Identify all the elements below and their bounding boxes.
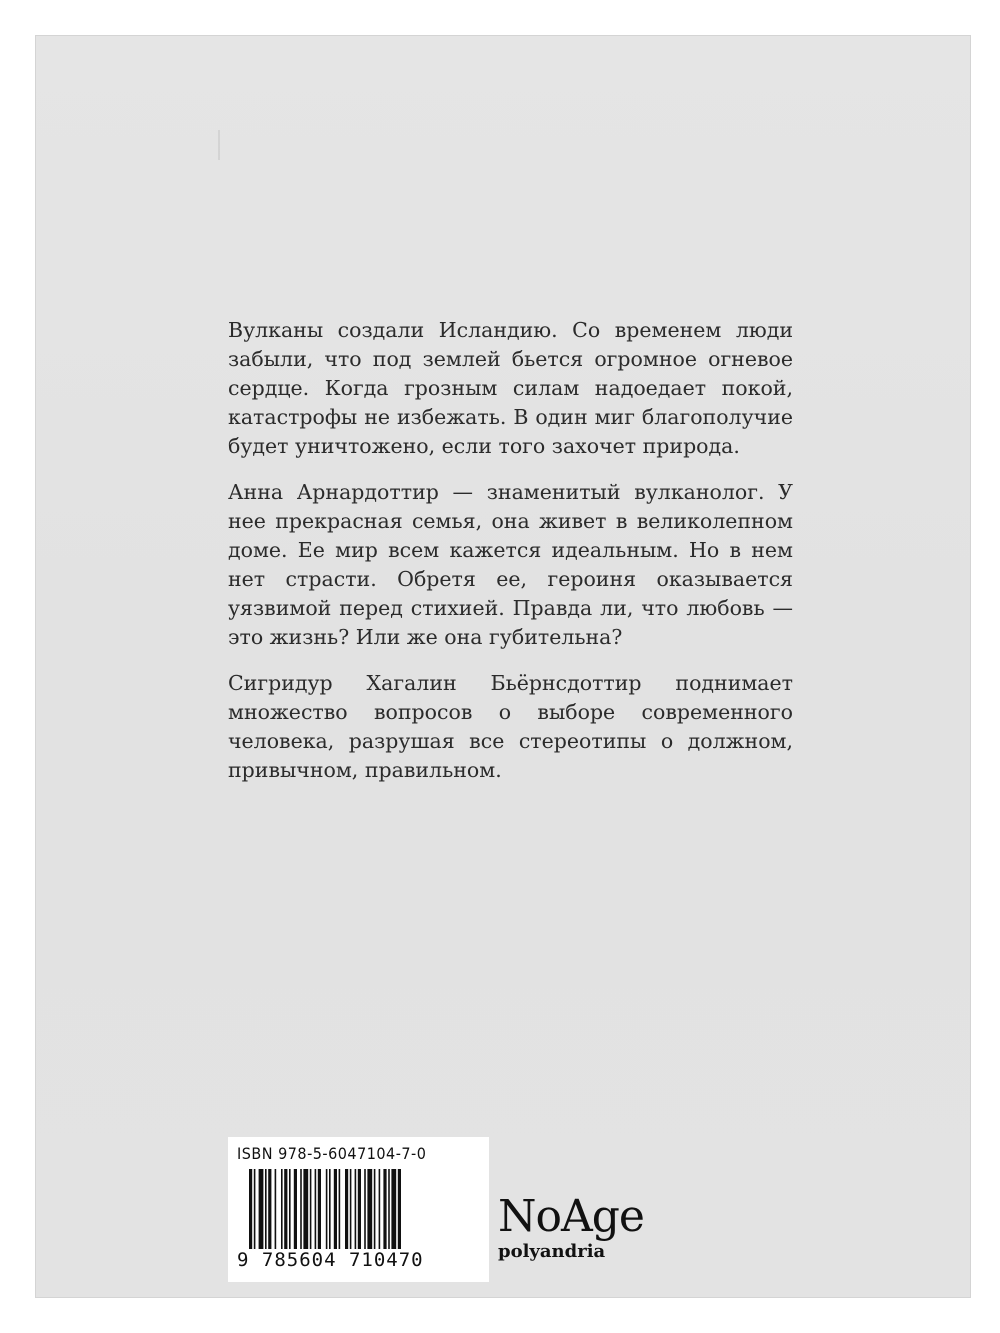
logo-main-text: NoAge xyxy=(498,1191,644,1242)
blurb-paragraph-1: Вулканы создали Исландию. Со временем люди забыли, что под землей бьется огромное огневое сердце. Когда грозным силам надоедает покой, катастрофы не избежать. В один миг благополучие будет уничтожено, если того захочет природа. xyxy=(228,318,793,458)
blurb-paragraph-2: Анна Арнардоттир — знаменитый вулканолог. У нее прекрасная семья, она живет в великолепном доме. Ее мир всем кажется идеальным. Но в нем нет страсти. Обретя ее, героиня оказывается уязвимой перед стихией. Правда ли, что любовь — это жизнь? Или же она губительна? xyxy=(228,480,793,649)
cover-scratch xyxy=(218,130,220,160)
isbn-label: ISBN 978-5-6047104-7-0 xyxy=(237,1144,427,1163)
barcode-digits: 9 785604 710470 xyxy=(237,1249,424,1271)
barcode-icon xyxy=(249,1169,485,1249)
isbn-barcode-block xyxy=(228,1137,489,1282)
publisher-logo xyxy=(498,1191,668,1262)
logo-sub-text: polyandria xyxy=(498,1241,606,1262)
blurb-text xyxy=(228,316,793,802)
blurb-paragraph-3: Сигридур Хагалин Бьёрнсдоттир поднимает множество вопросов о выборе современного человека, разрушая все стереотипы о должном, привычном, правильном. xyxy=(228,671,793,782)
